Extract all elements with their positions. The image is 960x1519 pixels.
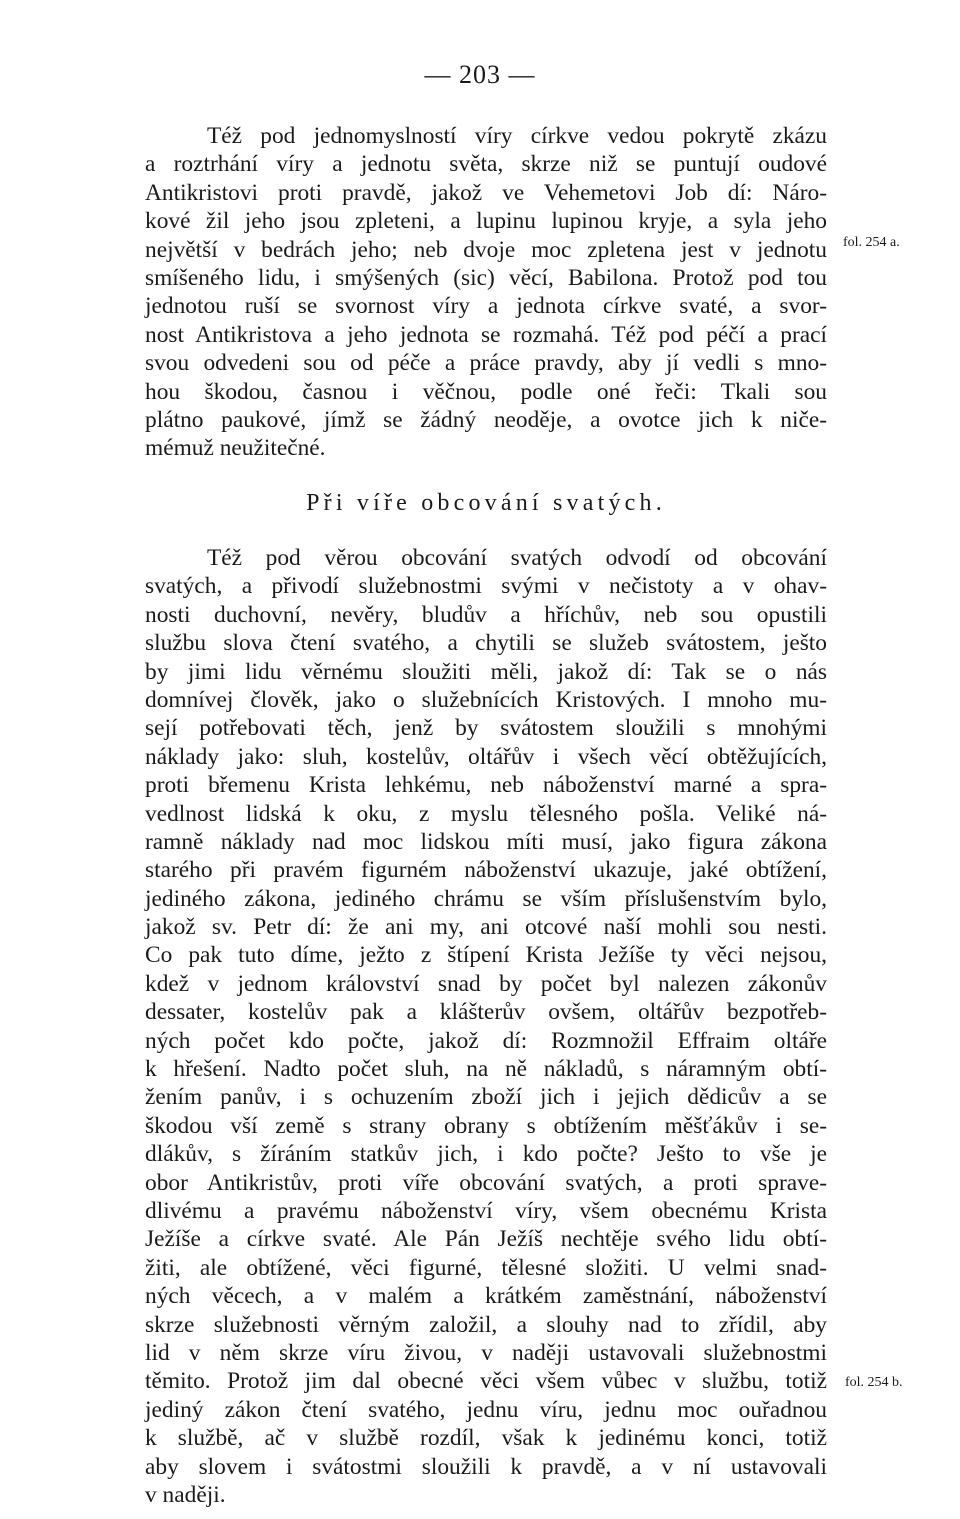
text-line: starého při pravém figurném náboženství ukazuje, jaké obtížení, xyxy=(145,857,827,884)
text-line: nosti duchovní, nevěry, bludův a hříchův, neb sou opustili xyxy=(145,601,827,628)
margin-note-folio: fol. 254 a. xyxy=(843,235,900,250)
margin-note-folio: fol. 254 b. xyxy=(845,1375,903,1390)
text-line: nost Antikristova a jeho jednota se rozmahá. Též pod péčí a prací xyxy=(145,321,827,348)
text-line: svatých, a přivodí služebnostmi svými v nečistoty a v ohav- xyxy=(145,573,827,600)
text-line: Co pak tuto díme, ježto z štípení Krista Ježíše ty věci nejsou, xyxy=(145,942,827,969)
text-line: lid v něm skrze víru živou, v naději ustavovali služebnostmi xyxy=(145,1339,827,1366)
text-line: ných věcech, a v malém a krátkém zaměstnání, náboženství xyxy=(145,1283,827,1310)
text-line: žením panův, i s ochuzením zboží jich i jejich dědicův a se xyxy=(145,1084,827,1111)
text-line: Též pod jednomyslností víry církve vedou pokrytě zkázu xyxy=(207,123,827,149)
text-line: obor Antikristův, proti víře obcování svatých, a proti sprave- xyxy=(145,1169,827,1196)
text-line: domnívej člověk, jako o služebnících Kristových. I mnoho mu- xyxy=(145,686,827,713)
text-line: největší v bedrách jeho; neb dvoje moc zpletena jest v jednotu xyxy=(145,236,827,263)
text-line: kové žil jeho jsou zpleteni, a lupinu lupinou kryje, a syla jeho xyxy=(145,208,827,235)
text-line: Též pod věrou obcování svatých odvodí od obcování xyxy=(207,545,827,571)
text-line: žiti, ale obtížené, věci figurné, tělesné složiti. U velmi snad- xyxy=(145,1254,827,1281)
text-line: službu slova čtení svatého, a chytili se služeb svátostem, ješto xyxy=(145,630,827,657)
text-line: jediného zákona, jediného chrámu se vším příslušenstvím bylo, xyxy=(145,885,827,912)
paragraph-1 xyxy=(145,122,827,463)
text-line: by jimi lidu věrnému sloužiti měli, jakož dí: Tak se o nás xyxy=(145,658,827,685)
text-line: hou škodou, časnou i věčnou, podle oné řeči: Tkali sou xyxy=(145,378,827,405)
text-line: k hřešení. Nadto počet sluh, na ně nákladů, s náramným obtí- xyxy=(145,1056,827,1083)
text-line: těmito. Protož jim dal obecné věci všem vůbec v službu, totiž xyxy=(145,1368,827,1395)
text-line: a roztrhání víry a jednotu světa, skrze niž se puntují oudové xyxy=(145,151,827,178)
text-line: proti břemenu Krista lehkému, neb náboženství marné a spra- xyxy=(145,772,827,799)
text-line: smíšeného lidu, i smýšených (sic) věcí, Babilona. Protož pod tou xyxy=(145,264,827,291)
text-line: ných počet kdo počte, jakož dí: Rozmnožil Effraim oltáře xyxy=(145,1027,827,1054)
text-line: sejí potřebovati těch, jenž by svátostem sloužili s mnohými xyxy=(145,715,827,742)
text-line: jakož sv. Petr dí: že ani my, ani otcové naší mohli sou nesti. xyxy=(145,914,827,941)
text-line: aby slovem i svátostmi sloužili k pravdě, a v ní ustavovali xyxy=(145,1453,827,1480)
text-line: Ježíše a církve svaté. Ale Pán Ježíš nechtěje svého lidu obtí- xyxy=(145,1226,827,1253)
text-line: dessater, kostelův pak a klášterův ovšem, oltářův bezpotřeb- xyxy=(145,999,827,1026)
text-line: plátno paukové, jímž se žádný neoděje, a ovotce jich k niče- xyxy=(145,406,827,433)
text-line: ramně náklady nad moc lidskou míti musí, jako figura zákona xyxy=(145,828,827,855)
text-line: jediný zákon čtení svatého, jednu víru, jednu moc ouřadnou xyxy=(145,1396,827,1423)
text-line: škodou vší země s strany obrany s obtížením měšťákův i se- xyxy=(145,1112,827,1139)
text-line: jednotou ruší se svornost víry a jednota církve svaté, a svor- xyxy=(145,293,827,320)
text-line: vedlnost lidská k oku, z myslu tělesného pošla. Veliké ná- xyxy=(145,800,827,827)
text-line: náklady jako: sluh, kostelův, oltářův i všech věcí obtěžujících, xyxy=(145,743,827,770)
paragraph-2 xyxy=(145,544,827,1509)
text-line: Antikristovi proti pravdě, jakož ve Vehemetovi Job dí: Náro- xyxy=(145,179,827,206)
text-line: mémuž neužitečné. xyxy=(145,435,326,462)
section-heading: Při víře obcování svatých. xyxy=(306,490,666,516)
text-line: dlivému a pravému náboženství víry, všem obecnému Krista xyxy=(145,1197,827,1224)
page-number: — 203 — xyxy=(424,60,536,89)
text-line: v naději. xyxy=(145,1481,226,1508)
text-line: svou odvedeni sou od péče a práce pravdy, aby jí vedli s mno- xyxy=(145,350,827,377)
text-line: kdež v jednom království snad by počet byl nalezen zákonův xyxy=(145,970,827,997)
text-line: k službě, ač v službě rozdíl, však k jedinému konci, totiž xyxy=(145,1425,827,1452)
text-line: skrze služebnosti věrným založil, a slouhy nad to zřídil, aby xyxy=(145,1311,827,1338)
text-line: dlákův, s žíráním statkův jich, i kdo počte? Ješto to vše je xyxy=(145,1141,827,1168)
